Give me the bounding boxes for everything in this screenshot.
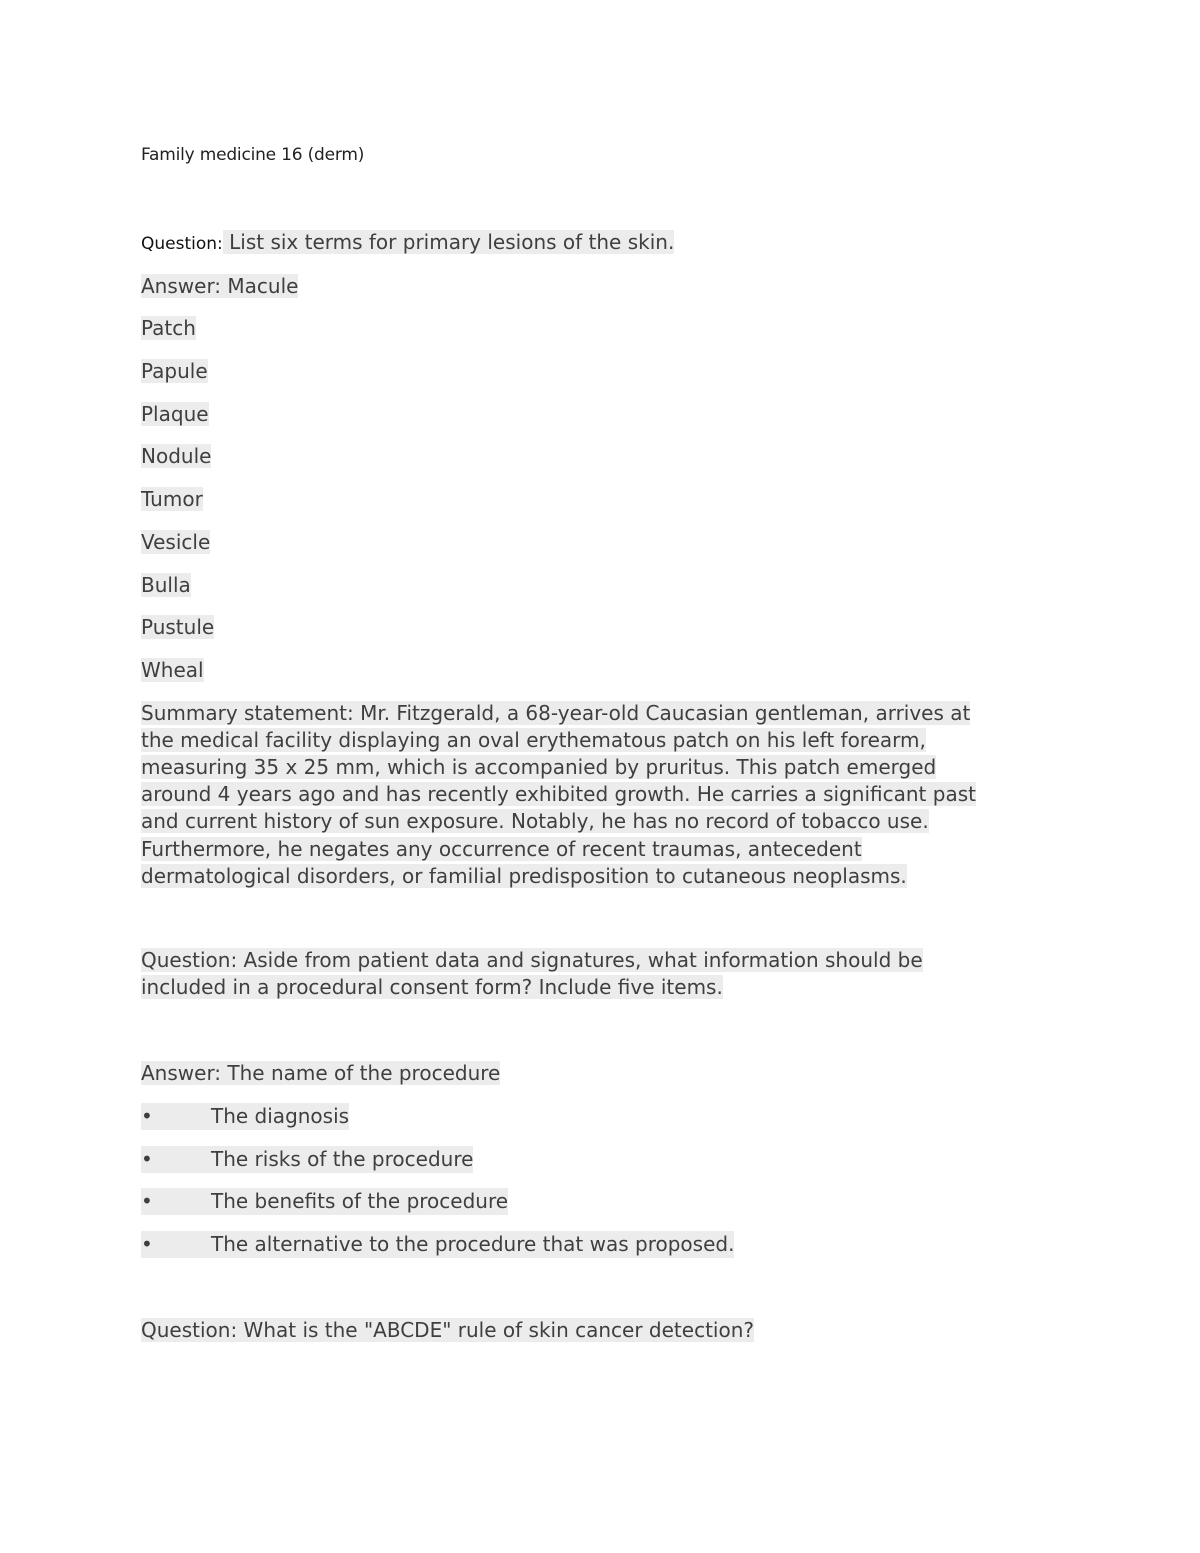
bullet-icon: • [141, 1232, 153, 1256]
answer-1-item: Papule [141, 359, 208, 383]
answer-2-first: Answer: The name of the procedure [141, 1061, 501, 1085]
document-title: Family medicine 16 (derm) [141, 145, 365, 165]
answer-1-item: Pustule [141, 615, 215, 639]
question-1 [141, 229, 674, 256]
bullet-icon: • [141, 1189, 153, 1213]
summary-line: dermatological disorders, or familial predisposition to cutaneous neoplasms. [141, 864, 907, 888]
answer-1-item: Nodule [141, 444, 212, 468]
answer-1-item: Vesicle [141, 530, 211, 554]
bullet-icon: • [141, 1147, 153, 1171]
answer-2-bullet-item: • The diagnosis [141, 1104, 350, 1128]
summary-line: around 4 years ago and has recently exhibited growth. He carries a significant past [141, 782, 976, 806]
question-1-label: Question: [141, 234, 223, 254]
answer-1-item: Tumor [141, 487, 203, 511]
answer-2-bullet-item: • The risks of the procedure [141, 1147, 474, 1171]
question-2-line: included in a procedural consent form? Include five items. [141, 975, 723, 999]
question-3: Question: What is the "ABCDE" rule of skin cancer detection? [141, 1318, 754, 1342]
summary-line: and current history of sun exposure. Notably, he has no record of tobacco use. [141, 809, 929, 833]
summary-line: Summary statement: Mr. Fitzgerald, a 68-year-old Caucasian gentleman, arrives at [141, 701, 971, 725]
answer-1-item: Wheal [141, 658, 204, 682]
summary-line: measuring 35 x 25 mm, which is accompanied by pruritus. This patch emerged [141, 755, 937, 779]
question-2-line: Question: Aside from patient data and signatures, what information should be [141, 948, 923, 972]
answer-1-item: Bulla [141, 573, 191, 597]
summary-line: Furthermore, he negates any occurrence of recent traumas, antecedent [141, 837, 862, 861]
answer-1-first: Answer: Macule [141, 274, 299, 298]
question-1-text: List six terms for primary lesions of the skin. [222, 230, 675, 254]
answer-1-item: Plaque [141, 402, 209, 426]
answer-2-bullet-item: • The benefits of the procedure [141, 1189, 509, 1213]
answer-2-bullet-item: • The alternative to the procedure that was proposed. [141, 1232, 735, 1256]
bullet-icon: • [141, 1104, 153, 1128]
answer-1-item: Patch [141, 316, 196, 340]
summary-line: the medical facility displaying an oval erythematous patch on his left forearm, [141, 728, 926, 752]
